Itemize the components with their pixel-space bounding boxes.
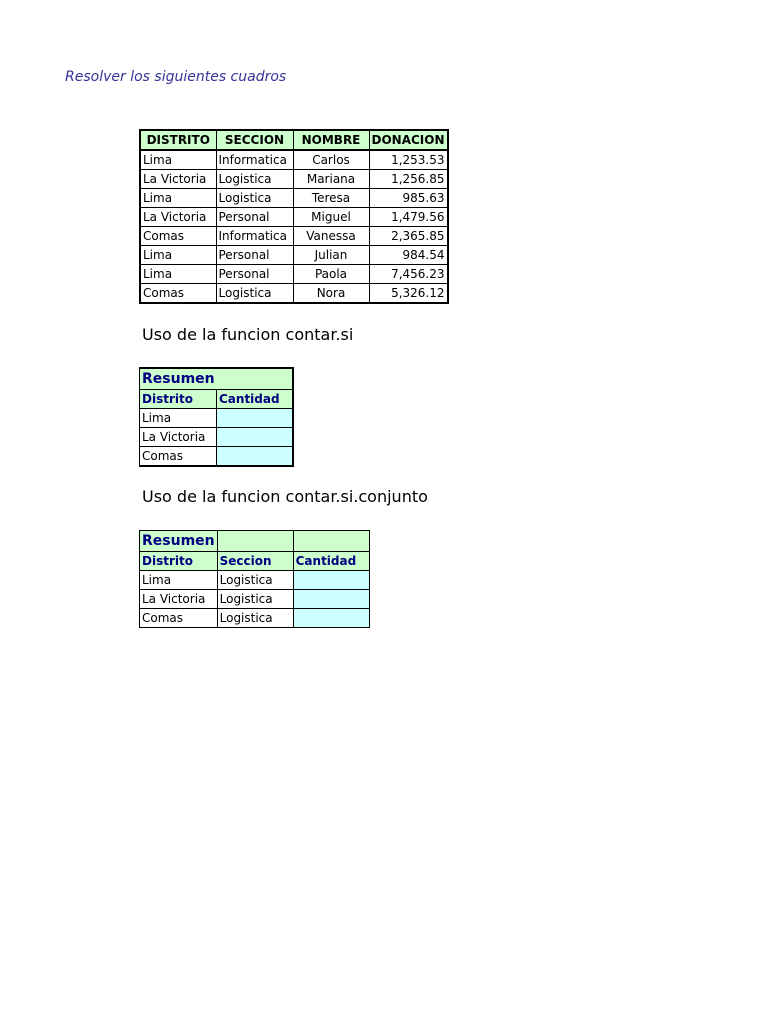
page-title: Resolver los siguientes cuadros	[65, 69, 287, 85]
cell-nombre[interactable]: Carlos	[293, 150, 369, 170]
cell-distrito[interactable]: Lima	[140, 246, 216, 265]
summary-row	[140, 590, 370, 609]
table-row	[140, 284, 448, 304]
summary-table-contar-si-conjunto	[139, 530, 370, 628]
cantidad-input-cell[interactable]	[293, 590, 369, 609]
resumen-label: Resumen	[140, 368, 293, 390]
summary-row	[140, 447, 293, 467]
resumen-empty-cell	[217, 531, 293, 552]
cell-donacion[interactable]: 1,479.56	[369, 208, 448, 227]
section-heading-contar-si: Uso de la funcion contar.si	[142, 325, 354, 344]
column-header-seccion: SECCION	[216, 130, 293, 150]
table-row	[140, 246, 448, 265]
summary-header-cantidad: Cantidad	[293, 552, 369, 571]
cell-distrito[interactable]: La Victoria	[140, 170, 216, 189]
cell-distrito[interactable]: La Victoria	[140, 208, 216, 227]
cell-distrito[interactable]: Lima	[140, 189, 216, 208]
cell-donacion[interactable]: 2,365.85	[369, 227, 448, 246]
cantidad-input-cell[interactable]	[293, 571, 369, 590]
summary-row	[140, 609, 370, 628]
cell-nombre[interactable]: Teresa	[293, 189, 369, 208]
cell-seccion[interactable]: Personal	[216, 208, 293, 227]
summary-header-row	[140, 390, 293, 409]
cell-donacion[interactable]: 7,456.23	[369, 265, 448, 284]
cell-donacion[interactable]: 984.54	[369, 246, 448, 265]
cell-seccion[interactable]: Logistica	[216, 284, 293, 304]
summary-cell[interactable]: Logistica	[217, 590, 293, 609]
cell-seccion[interactable]: Informatica	[216, 227, 293, 246]
cell-seccion[interactable]: Logistica	[216, 170, 293, 189]
cell-nombre[interactable]: Miguel	[293, 208, 369, 227]
summary-header-distrito: Distrito	[140, 552, 218, 571]
summary-row	[140, 571, 370, 590]
table-row	[140, 265, 448, 284]
resumen-label: Resumen	[140, 531, 218, 552]
cell-donacion[interactable]: 5,326.12	[369, 284, 448, 304]
cell-nombre[interactable]: Paola	[293, 265, 369, 284]
summary-row	[140, 428, 293, 447]
summary-cell[interactable]: Logistica	[217, 609, 293, 628]
table-row	[140, 227, 448, 246]
summary-header-row	[140, 552, 370, 571]
cell-nombre[interactable]: Julian	[293, 246, 369, 265]
cantidad-input-cell[interactable]	[293, 609, 369, 628]
cell-seccion[interactable]: Informatica	[216, 150, 293, 170]
cantidad-input-cell[interactable]	[217, 409, 293, 428]
cell-seccion[interactable]: Personal	[216, 265, 293, 284]
table-row	[140, 170, 448, 189]
cell-donacion[interactable]: 985.63	[369, 189, 448, 208]
cell-nombre[interactable]: Mariana	[293, 170, 369, 189]
summary-header-cantidad: Cantidad	[217, 390, 293, 409]
cell-distrito[interactable]: Comas	[140, 284, 216, 304]
cell-nombre[interactable]: Vanessa	[293, 227, 369, 246]
summary-cell[interactable]: Comas	[140, 447, 217, 467]
cell-donacion[interactable]: 1,253.53	[369, 150, 448, 170]
cell-seccion[interactable]: Logistica	[216, 189, 293, 208]
summary-cell[interactable]: Logistica	[217, 571, 293, 590]
summary-cell[interactable]: La Victoria	[140, 428, 217, 447]
summary-cell[interactable]: Lima	[140, 571, 218, 590]
cell-distrito[interactable]: Lima	[140, 265, 216, 284]
cell-distrito[interactable]: Comas	[140, 227, 216, 246]
cell-seccion[interactable]: Personal	[216, 246, 293, 265]
resumen-empty-cell	[293, 531, 369, 552]
summary-cell[interactable]: La Victoria	[140, 590, 218, 609]
summary-header-seccion: Seccion	[217, 552, 293, 571]
table-row	[140, 150, 448, 170]
cell-distrito[interactable]: Lima	[140, 150, 216, 170]
summary-cell[interactable]: Comas	[140, 609, 218, 628]
summary-header-distrito: Distrito	[140, 390, 217, 409]
table-header-row	[140, 130, 448, 150]
cantidad-input-cell[interactable]	[217, 447, 293, 467]
cantidad-input-cell[interactable]	[217, 428, 293, 447]
cell-donacion[interactable]: 1,256.85	[369, 170, 448, 189]
table-row	[140, 208, 448, 227]
summary-cell[interactable]: Lima	[140, 409, 217, 428]
summary-row	[140, 409, 293, 428]
column-header-donacion: DONACION	[369, 130, 448, 150]
column-header-nombre: NOMBRE	[293, 130, 369, 150]
cell-nombre[interactable]: Nora	[293, 284, 369, 304]
section-heading-contar-si-conjunto: Uso de la funcion contar.si.conjunto	[142, 487, 428, 506]
column-header-distrito: DISTRITO	[140, 130, 216, 150]
donations-table	[139, 129, 449, 304]
table-row	[140, 189, 448, 208]
summary-table-contar-si	[139, 367, 294, 467]
